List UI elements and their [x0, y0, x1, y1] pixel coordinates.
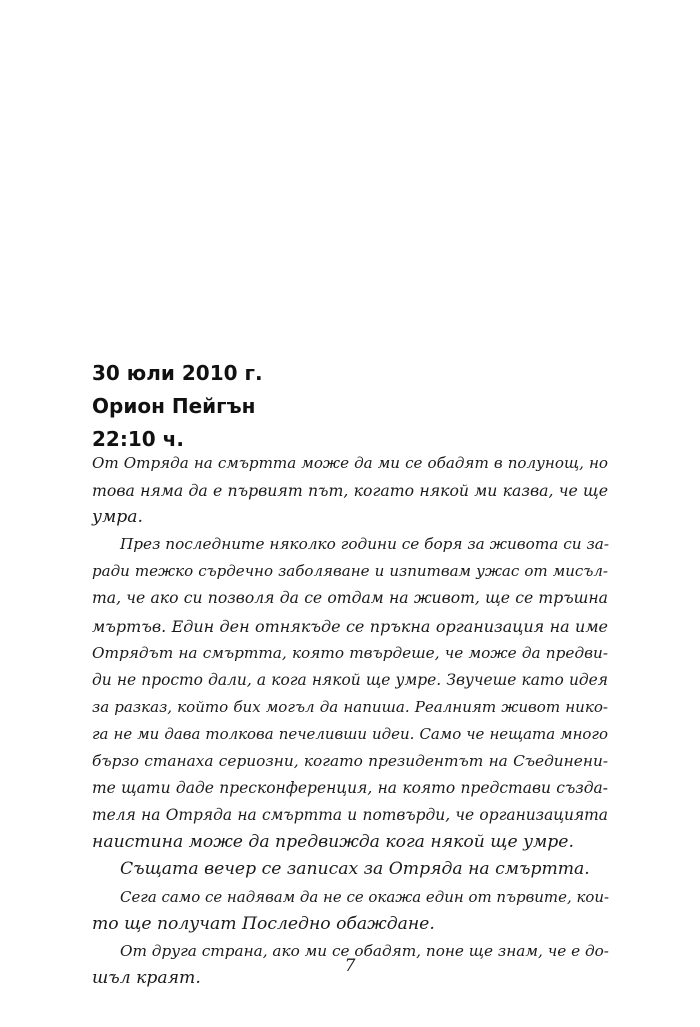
page-number: 7 — [344, 956, 356, 976]
text-line: то ще получат Последно обаждане. — [92, 913, 435, 934]
text-line: Същата вечер се записах за Отряда на смъртта. — [120, 859, 590, 880]
chapter-time: 22:10 ч. — [92, 427, 184, 451]
text-line: за разказ, който бих могъл да напиша. Реалният живот нико- — [92, 697, 608, 716]
text-line: шъл краят. — [92, 967, 201, 988]
text-line: ди не просто дали, а кога някой ще умре. Звучеше като идея — [92, 670, 608, 689]
text-line: та, че ако си позволя да се отдам на живот, ще се тръшна — [92, 589, 608, 608]
body-text — [92, 450, 608, 992]
chapter-header — [92, 357, 263, 456]
text-line: ради тежко сърдечно заболяване и изпитвам ужас от мисъл- — [92, 562, 608, 581]
chapter-narrator: Орион Пейгън — [92, 394, 256, 418]
text-line: мъртъв. Един ден отнякъде се пръкна организация на име — [92, 616, 608, 636]
text-line: те щати даде пресконференция, на която представи създа- — [92, 779, 608, 798]
text-line: От Отряда на смъртта може да ми се обадят в полунощ, но — [92, 454, 608, 472]
text-line: Отрядът на смъртта, която твърдеше, че може да предви- — [92, 643, 608, 662]
chapter-date: 30 юли 2010 г. — [92, 361, 263, 385]
text-line: През последните няколко години се боря за живота си за- — [120, 535, 610, 554]
text-line: това няма да е първият път, когато някой ми казва, че ще — [92, 481, 608, 501]
text-line: га не ми дава толкова печеливши идеи. Само че нещата много — [92, 724, 608, 743]
text-line: умра. — [92, 507, 143, 528]
text-line: бързо станаха сериозни, когато президентът на Съединени- — [92, 752, 608, 771]
text-line: Сега само се надявам да не се окажа един от първите, кои- — [120, 887, 610, 906]
text-line: От друга страна, ако ми се обадят, поне ще знам, че е до- — [120, 941, 609, 960]
text-line: наистина може да предвижда кога някой ще умре. — [92, 832, 574, 853]
text-line: теля на Отряда на смъртта и потвърди, че организацията — [92, 806, 608, 825]
